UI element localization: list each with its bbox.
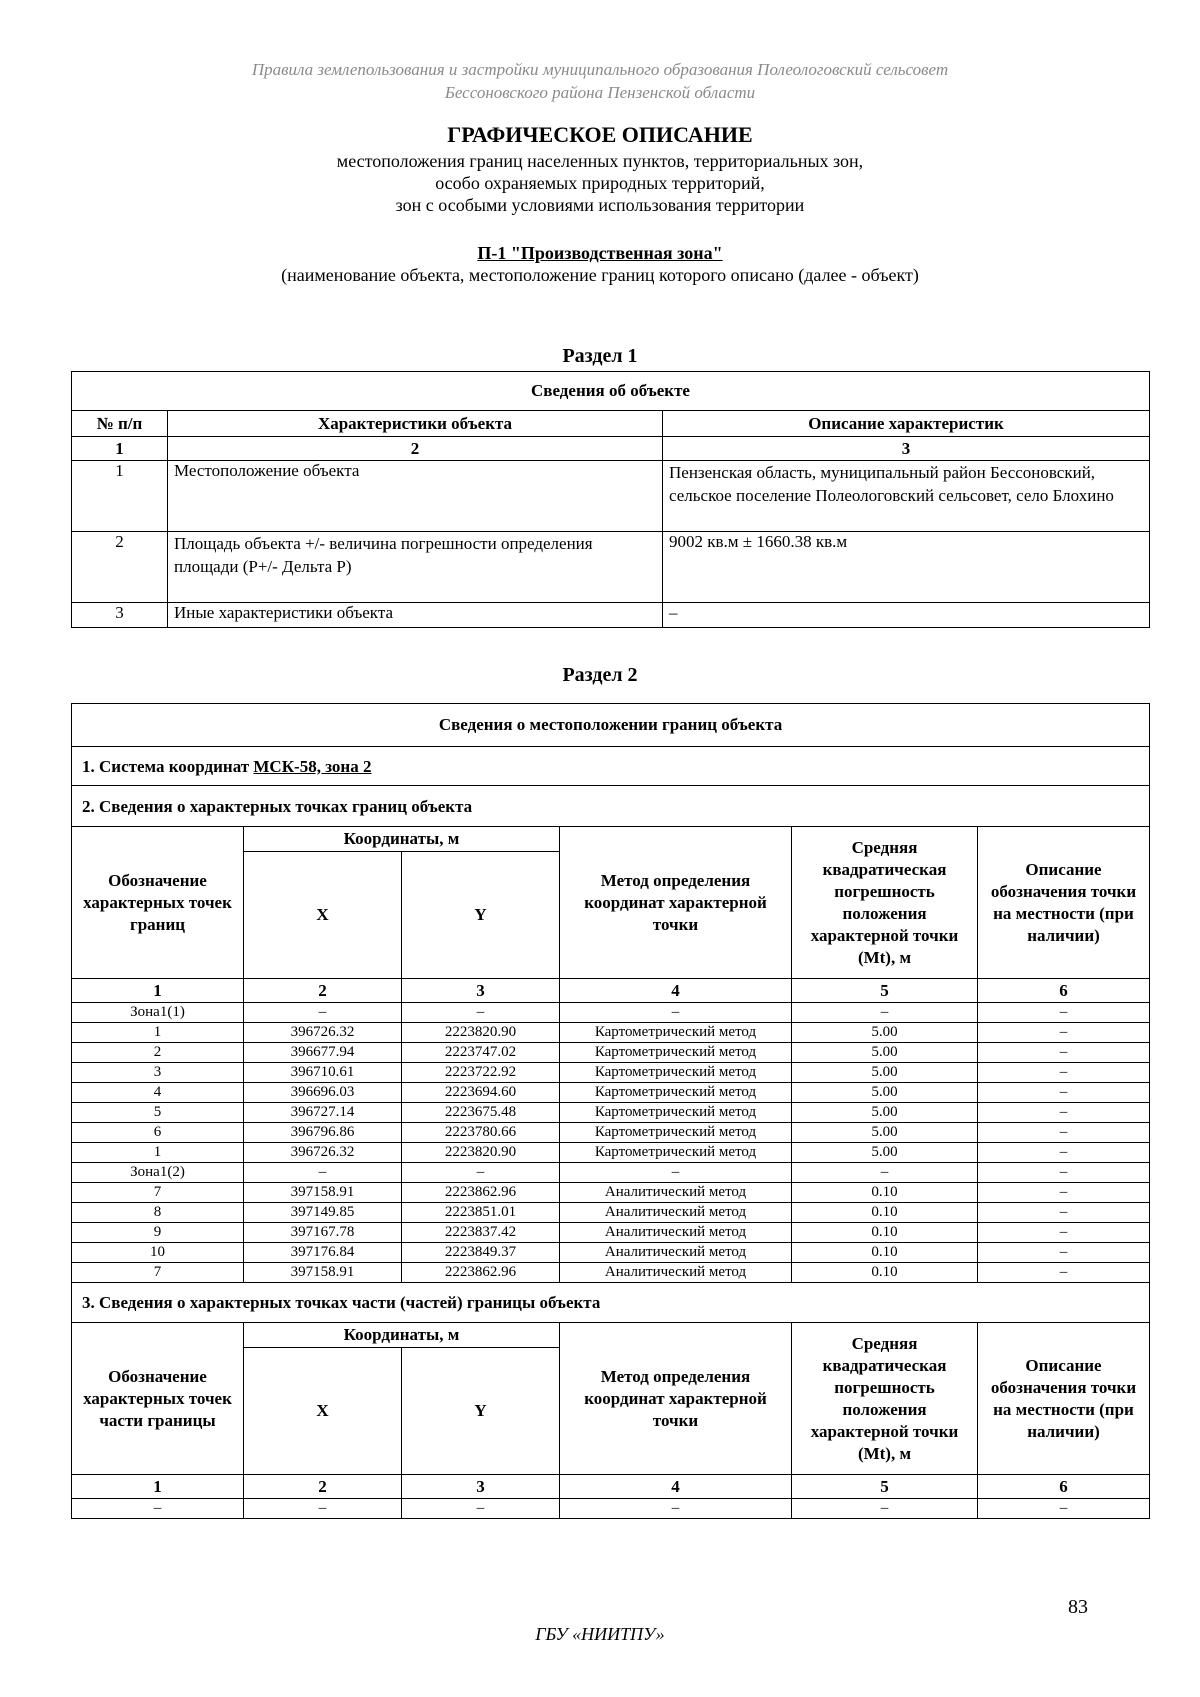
point-error: 5.00 (792, 1023, 978, 1043)
coord-system-label: 1. Система координат (82, 756, 250, 776)
col-number-1: 1 (72, 437, 168, 461)
table-row (72, 1203, 1150, 1223)
running-header-line1: Правила землепользования и застройки муниципального образования Полеологовский сельсовет (251, 60, 949, 79)
point-designation: 10 (72, 1243, 244, 1263)
subtitle-line2: особо охраняемых природных территорий, (435, 173, 765, 193)
point-y: 2223849.37 (402, 1243, 560, 1263)
point-method: Картометрический метод (560, 1123, 792, 1143)
part-col-number-3: 3 (402, 1475, 560, 1499)
table-row (72, 1499, 1150, 1519)
col-number-3: 3 (402, 979, 560, 1003)
point-designation: 8 (72, 1203, 244, 1223)
point-description: – (978, 1123, 1150, 1143)
row-description: Пензенская область, муниципальный район Бессоновский, сельское поселение Полеологовский сельсовет, село Блохино (663, 461, 1150, 532)
col-number-4: 4 (560, 979, 792, 1003)
running-header-line2: Бессоновского района Пензенской области (444, 83, 756, 102)
footer: ГБУ «НИИТПУ» (535, 1624, 665, 1644)
table-row (72, 1243, 1150, 1263)
point-designation: 6 (72, 1123, 244, 1143)
point-x: 396677.94 (244, 1043, 402, 1063)
coord-system-value: МСК-58, зона 2 (253, 756, 372, 776)
coord-system (72, 747, 1150, 786)
point-y: 2223837.42 (402, 1223, 560, 1243)
object-name-description: (наименование объекта, местоположение границ которого описано (далее - объект) (281, 265, 919, 285)
point-error: 5.00 (792, 1063, 978, 1083)
point-error: 0.10 (792, 1203, 978, 1223)
point-error: 5.00 (792, 1143, 978, 1163)
table-row (72, 603, 1150, 628)
point-x: 396726.32 (244, 1023, 402, 1043)
point-method: Картометрический метод (560, 1143, 792, 1163)
point-y: 2223851.01 (402, 1203, 560, 1223)
row-characteristic: Иные характеристики объекта (168, 603, 663, 628)
point-error: 0.10 (792, 1263, 978, 1283)
point-x: 397167.78 (244, 1223, 402, 1243)
point-method: Аналитический метод (560, 1243, 792, 1263)
point-x: 396726.32 (244, 1143, 402, 1163)
point-y: 2223862.96 (402, 1263, 560, 1283)
point-error: 5.00 (792, 1123, 978, 1143)
section1-table (71, 371, 1150, 628)
point-designation: 7 (72, 1263, 244, 1283)
section1-title: Раздел 1 (562, 345, 638, 367)
point-method: Картометрический метод (560, 1043, 792, 1063)
point-designation: 1 (72, 1143, 244, 1163)
point-x: 396696.03 (244, 1083, 402, 1103)
point-method: – (560, 1163, 792, 1183)
point-description: – (978, 1499, 1150, 1519)
col-number-6: 6 (978, 979, 1150, 1003)
point-x: 396727.14 (244, 1103, 402, 1123)
row-characteristic: Площадь объекта +/- величина погрешности определения площади (P+/- Дельта P) (168, 532, 663, 603)
header-characteristic: Характеристики объекта (168, 411, 663, 437)
point-description: – (978, 1023, 1150, 1043)
point-description: – (978, 1263, 1150, 1283)
point-description: – (978, 1243, 1150, 1263)
part-col-number-4: 4 (560, 1475, 792, 1499)
col-number-5: 5 (792, 979, 978, 1003)
point-method: – (560, 1499, 792, 1519)
part-points-title: 3. Сведения о характерных точках части (частей) границы объекта (72, 1283, 1150, 1323)
part-header-coords: Координаты, м (244, 1323, 560, 1348)
point-designation: 2 (72, 1043, 244, 1063)
point-error: – (792, 1163, 978, 1183)
point-description: – (978, 1143, 1150, 1163)
point-error: – (792, 1003, 978, 1023)
point-designation: 3 (72, 1063, 244, 1083)
table-row (72, 1263, 1150, 1283)
point-description: – (978, 1223, 1150, 1243)
point-method: Аналитический метод (560, 1263, 792, 1283)
table-row (72, 461, 1150, 532)
row-description: 9002 кв.м ± 1660.38 кв.м (663, 532, 1150, 603)
point-x: – (244, 1003, 402, 1023)
subtitle-line1: местоположения границ населенных пунктов, территориальных зон, (336, 151, 864, 171)
point-y: – (402, 1163, 560, 1183)
part-header-method: Метод определения координат характерной точки (560, 1323, 792, 1475)
point-error: 0.10 (792, 1223, 978, 1243)
point-method: Аналитический метод (560, 1183, 792, 1203)
header-error: Средняя квадратическая погрешность положения характерной точки (Mt), м (792, 827, 978, 979)
point-designation: 1 (72, 1023, 244, 1043)
point-y: 2223694.60 (402, 1083, 560, 1103)
header-y: Y (402, 852, 560, 979)
table-row (72, 1223, 1150, 1243)
point-y: 2223820.90 (402, 1023, 560, 1043)
table-row (72, 532, 1150, 603)
table-row (72, 1163, 1150, 1183)
part-col-number-6: 6 (978, 1475, 1150, 1499)
point-method: Аналитический метод (560, 1223, 792, 1243)
section2-title: Раздел 2 (562, 664, 638, 686)
point-x: 397158.91 (244, 1183, 402, 1203)
point-x: 397158.91 (244, 1263, 402, 1283)
point-y: 2223780.66 (402, 1123, 560, 1143)
point-error: 5.00 (792, 1043, 978, 1063)
point-designation: 7 (72, 1183, 244, 1203)
point-description: – (978, 1063, 1150, 1083)
row-number: 2 (72, 532, 168, 603)
point-x: 397149.85 (244, 1203, 402, 1223)
part-header-y: Y (402, 1348, 560, 1475)
point-y: 2223675.48 (402, 1103, 560, 1123)
page-subtitle (0, 150, 1200, 216)
point-designation: Зона1(2) (72, 1163, 244, 1183)
row-number: 1 (72, 461, 168, 532)
point-error: 0.10 (792, 1243, 978, 1263)
point-x: 396710.61 (244, 1063, 402, 1083)
point-description: – (978, 1083, 1150, 1103)
table-row (72, 1183, 1150, 1203)
part-header-x: X (244, 1348, 402, 1475)
point-error: 5.00 (792, 1083, 978, 1103)
table-row (72, 1063, 1150, 1083)
point-y: 2223747.02 (402, 1043, 560, 1063)
header-number: № п/п (72, 411, 168, 437)
table-row (72, 1143, 1150, 1163)
part-header-error: Средняя квадратическая погрешность положения характерной точки (Mt), м (792, 1323, 978, 1475)
point-error: 0.10 (792, 1183, 978, 1203)
part-header-designation: Обозначение характерных точек части границы (72, 1323, 244, 1475)
header-coords: Координаты, м (244, 827, 560, 852)
point-designation: – (72, 1499, 244, 1519)
point-x: 396796.86 (244, 1123, 402, 1143)
point-designation: 4 (72, 1083, 244, 1103)
point-description: – (978, 1183, 1150, 1203)
table-row (72, 1003, 1150, 1023)
point-designation: Зона1(1) (72, 1003, 244, 1023)
part-col-number-2: 2 (244, 1475, 402, 1499)
point-description: – (978, 1043, 1150, 1063)
point-description: – (978, 1163, 1150, 1183)
section2-table (71, 703, 1150, 1519)
col-number-2: 2 (244, 979, 402, 1003)
point-description: – (978, 1003, 1150, 1023)
point-method: Картометрический метод (560, 1023, 792, 1043)
point-method: Картометрический метод (560, 1063, 792, 1083)
header-point-description: Описание обозначения точки на местности (при наличии) (978, 827, 1150, 979)
table-row (72, 1103, 1150, 1123)
running-header (0, 58, 1200, 104)
subtitle-line3: зон с особыми условиями использования территории (395, 195, 805, 215)
point-y: – (402, 1003, 560, 1023)
table-row (72, 1083, 1150, 1103)
header-method: Метод определения координат характерной точки (560, 827, 792, 979)
section2-table-title: Сведения о местоположении границ объекта (72, 704, 1150, 747)
table-row (72, 1023, 1150, 1043)
point-method: Аналитический метод (560, 1203, 792, 1223)
part-col-number-5: 5 (792, 1475, 978, 1499)
page-number: 83 (1068, 1596, 1088, 1618)
point-error: 5.00 (792, 1103, 978, 1123)
point-y: 2223820.90 (402, 1143, 560, 1163)
point-description: – (978, 1203, 1150, 1223)
point-method: – (560, 1003, 792, 1023)
header-description: Описание характеристик (663, 411, 1150, 437)
point-designation: 5 (72, 1103, 244, 1123)
point-method: Картометрический метод (560, 1083, 792, 1103)
section1-table-title: Сведения об объекте (72, 372, 1150, 411)
point-y: – (402, 1499, 560, 1519)
part-col-number-1: 1 (72, 1475, 244, 1499)
part-header-point-description: Описание обозначения точки на местности (при наличии) (978, 1323, 1150, 1475)
point-error: – (792, 1499, 978, 1519)
row-description: – (663, 603, 1150, 628)
point-method: Картометрический метод (560, 1103, 792, 1123)
point-x: – (244, 1499, 402, 1519)
row-number: 3 (72, 603, 168, 628)
header-designation: Обозначение характерных точек границ (72, 827, 244, 979)
point-y: 2223722.92 (402, 1063, 560, 1083)
point-designation: 9 (72, 1223, 244, 1243)
col-number-1: 1 (72, 979, 244, 1003)
page-title: ГРАФИЧЕСКОЕ ОПИСАНИЕ (447, 122, 753, 147)
col-number-2: 2 (168, 437, 663, 461)
row-characteristic: Местоположение объекта (168, 461, 663, 532)
point-description: – (978, 1103, 1150, 1123)
points-title: 2. Сведения о характерных точках границ объекта (72, 786, 1150, 827)
point-y: 2223862.96 (402, 1183, 560, 1203)
table-row (72, 1123, 1150, 1143)
point-x: – (244, 1163, 402, 1183)
col-number-3: 3 (663, 437, 1150, 461)
object-name: П-1 "Производственная зона" (477, 243, 723, 263)
point-x: 397176.84 (244, 1243, 402, 1263)
header-x: X (244, 852, 402, 979)
table-row (72, 1043, 1150, 1063)
